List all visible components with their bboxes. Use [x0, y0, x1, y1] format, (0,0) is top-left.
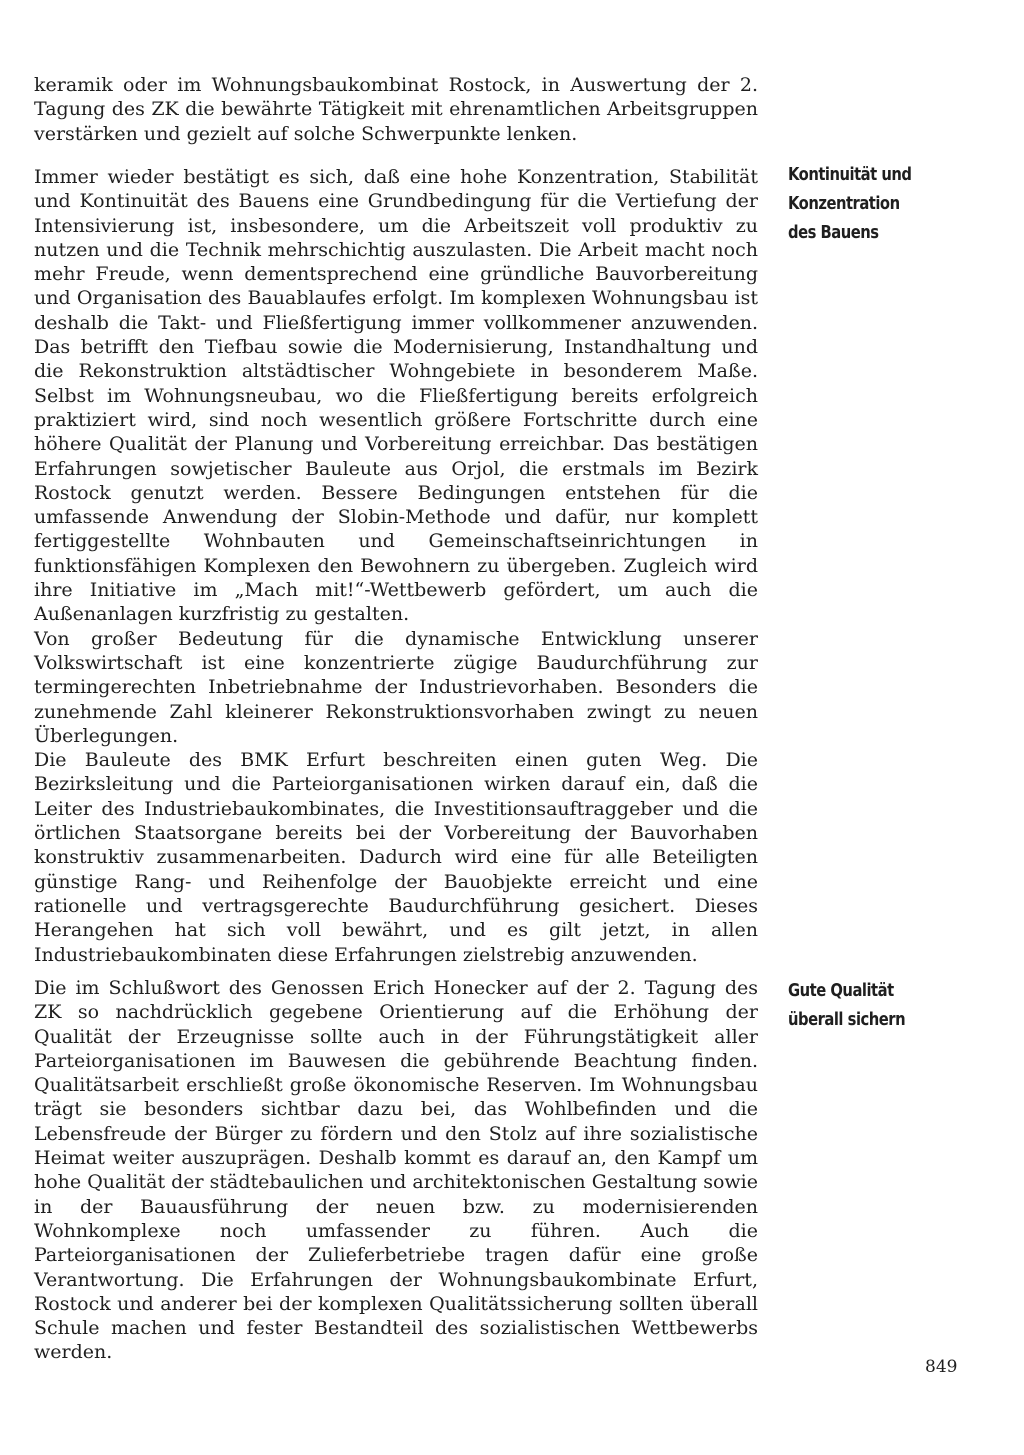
margin-note-line: Konzentration [788, 193, 900, 214]
margin-note-quality [788, 976, 952, 1034]
paragraph: Die im Schlußwort des Genossen Erich Honecker auf der 2. Tagung des ZK so nachdrücklich gegebene Orientierung auf die Erhöhung der Qualität der Erzeugnisse sollte auch in der Führungstätigkeit aller Parteiorganisationen im Bauwesen die gebührende Beachtung finden. Qualitätsarbeit erschließt große ökonomische Reserven. Im Wohnungsbau trägt sie besonders sichtbar dazu bei, das Wohlbefinden und die Lebensfreude der Bürger zu fördern und den Stolz auf ihre sozialistische Heimat weiter auszuprägen. Deshalb kommt es darauf an, den Kampf um hohe Qualität der städtebaulichen und architektonischen Gestaltung sowie in der Bauausführung der neuen bzw. zu modernisierenden Wohnkomplexe noch umfassender zu führen. Auch die Parteiorganisationen der Zulieferbetriebe tragen dafür eine große Verantwortung. Die Erfahrungen der Wohnungsbaukombinate Erfurt, Rostock und anderer bei der komplexen Qualitätssicherung sollten überall Schule machen und fester Bestandteil des sozialistischen Wettbewerbs werden. [34, 977, 758, 1364]
paragraph: Die Bauleute des BMK Erfurt beschreiten einen guten Weg. Die Bezirksleitung und die Parteiorganisationen wirken darauf ein, daß die Leiter des Industriebaukombinates, die Investitionsauftraggeber und die örtlichen Staatsorgane bereits bei der Vorbereitung der Bauvorhaben konstruktiv zusammenarbeiten. Dadurch wird eine für alle Beteiligten günstige Rang- und Reihenfolge der Bauobjekte erreicht und eine rationelle und vertragsgerechte Baudurchführung gesichert. Dieses Herangehen hat sich voll bewährt, und es gilt jetzt, in allen Industriebaukombinaten diese Erfahrungen zielstrebig anzuwenden. [34, 749, 758, 966]
text-block-3 [34, 976, 758, 1365]
margin-note-line: Gute Qualität [788, 980, 894, 1001]
text-block-1 [34, 73, 758, 146]
margin-note-continuity [788, 160, 952, 247]
paragraph: Von großer Bedeutung für die dynamische Entwicklung unserer Volkswirtschaft ist eine konzentrierte zügige Baudurchführung zur termingerechten Inbetriebnahme der Industrievorhaben. Besonders die zunehmende Zahl kleinerer Rekonstruktionsvorhaben zwingt zu neuen Überlegungen. [34, 627, 758, 747]
paragraph: keramik oder im Wohnungsbaukombinat Rostock, in Auswertung der 2. Tagung des ZK die bewährte Tätigkeit mit ehrenamtlichen Arbeitsgruppen verstärken und gezielt auf solche Schwerpunkte lenken. [34, 74, 758, 145]
margin-note-line: überall sichern [788, 1009, 906, 1030]
margin-note-line: Kontinuität und [788, 164, 912, 185]
margin-note-line: des Bauens [788, 222, 879, 243]
text-block-2 [34, 165, 758, 967]
page-number: 849 [925, 1357, 958, 1377]
paragraph: Immer wieder bestätigt es sich, daß eine hohe Konzentration, Stabilität und Kontinuität des Bauens eine Grundbedingung für die Vertiefung der Intensivierung ist, insbesondere, um die Arbeitszeit voll produktiv zu nutzen und die Technik mehrschichtig auszulasten. Die Arbeit macht noch mehr Freude, wenn dementsprechend eine gründliche Bauvorbereitung und Organisation des Bauablaufes erfolgt. Im komplexen Wohnungsbau ist deshalb die Takt- und Fließfertigung immer vollkommener anzuwenden. Das betrifft den Tiefbau sowie die Modernisierung, Instandhaltung und die Rekonstruktion altstädtischer Wohngebiete in besonderem Maße. Selbst im Wohnungsneubau, wo die Fließfertigung bereits erfolgreich praktiziert wird, sind noch wesentlich größere Fortschritte durch eine höhere Qualität der Planung und Vorbereitung erreichbar. Das bestätigen Erfahrungen sowjetischer Bauleute aus Orjol, die erstmals im Bezirk Rostock genutzt werden. Bessere Bedingungen entstehen für die umfassende Anwendung der Slobin-Methode und dafür, nur komplett fertiggestellte Wohnbauten und Gemeinschaftseinrichtungen in funktionsfähigen Komplexen den Bewohnern zu übergeben. Zugleich wird ihre Initiative im „Mach mit!“-Wettbewerb gefördert, um auch die Außenanlagen kurzfristig zu gestalten. [34, 166, 758, 626]
